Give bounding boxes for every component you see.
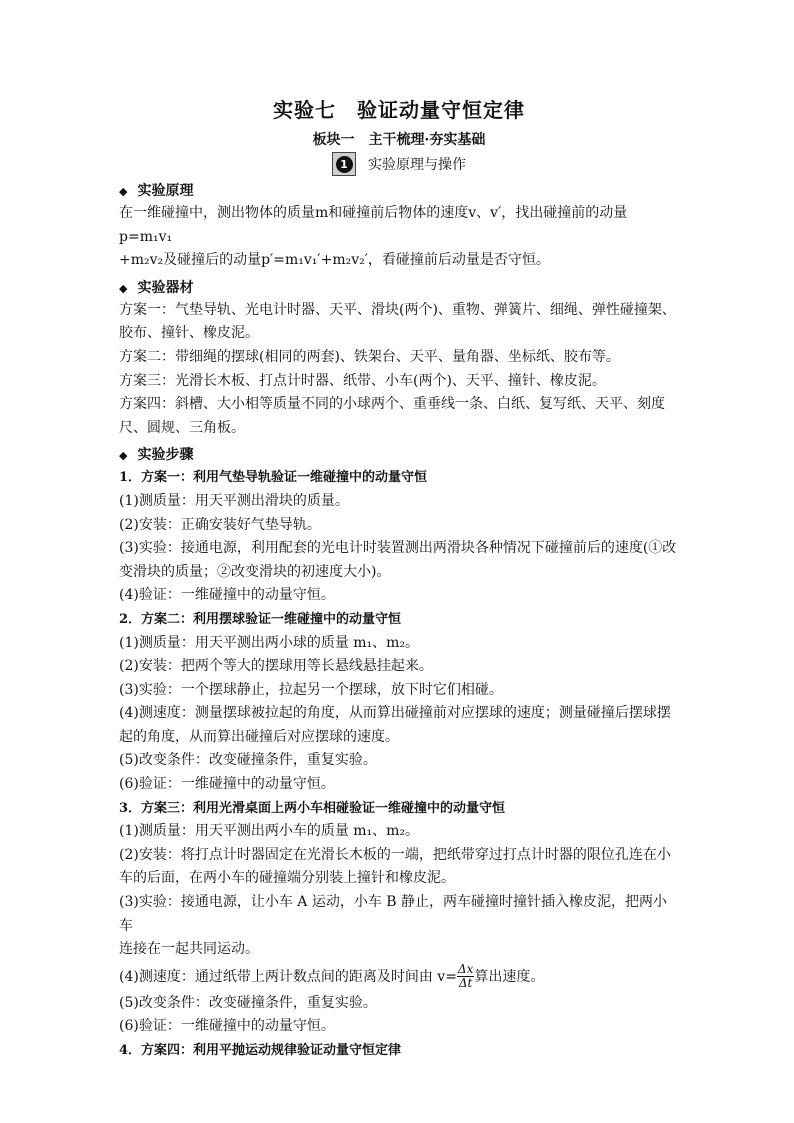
document-page — [119, 96, 679, 1063]
plan2-heading: 2．方案二：利用摆球验证一维碰撞中的动量守恒 — [119, 611, 402, 627]
plan3-step: 车的后面，在两小车的碰撞端分别装上撞针和橡皮泥。 — [119, 870, 455, 887]
plan1-heading: 1．方案一：利用气垫导轨验证一维碰撞中的动量守恒 — [119, 470, 428, 486]
plan3-step: (2)安装：将打点计时器固定在光滑长木板的一端，把纸带穿过打点计时器的限位孔连在小 — [119, 846, 671, 863]
equipment-line: 方案四：斜槽、大小相等质量不同的小球两个、重垂线一条、白纸、复写纸、天平、刻度 — [119, 396, 665, 413]
plan3-step: 连接在一起共同运动。 — [119, 941, 259, 958]
fraction-denominator: Δt — [458, 976, 473, 991]
plan2-step: (5)改变条件：改变碰撞条件，重复实验。 — [119, 752, 377, 769]
equipment-line: 方案一：气垫导轨、光电计时器、天平、滑块(两个)、重物、弹簧片、细绳、弹性碰撞架、 — [119, 301, 676, 318]
plan3-heading: 3．方案三：利用光滑桌面上两小车相碰验证一维碰撞中的动量守恒 — [119, 800, 506, 816]
plan4-heading: 4．方案四：利用平抛运动规律验证动量守恒定律 — [119, 1043, 402, 1058]
plan1-step: 变滑块的质量；②改变滑块的初速度大小)。 — [119, 563, 391, 580]
plan2-step: (6)验证：一维碰撞中的动量守恒。 — [119, 776, 335, 793]
plan2-step: (1)测质量：用天平测出两小球的质量 m₁、m₂。 — [119, 634, 420, 651]
section-label: 实验原理与操作 — [368, 157, 466, 173]
equipment-line: 尺、圆规、三角板。 — [119, 419, 245, 436]
plan2-step: (3)实验：一个摆球静止，拉起另一个摆球，放下时它们相碰。 — [119, 681, 503, 698]
steps-heading: ◆ 实验步骤 — [119, 447, 194, 464]
plan3-speed-step — [119, 962, 679, 992]
plan1-step: (4)验证：一维碰撞中的动量守恒。 — [119, 587, 335, 604]
diamond-bullet-icon: ◆ — [119, 185, 128, 198]
plan2-step: (2)安装：把两个等大的摆球用等长悬线悬挂起来。 — [119, 658, 433, 675]
section-header — [119, 152, 679, 176]
section-number-badge — [332, 152, 356, 176]
equipment-line: 方案二：带细绳的摆球(相同的两套)、铁架台、天平、量角器、坐标纸、胶布等。 — [119, 348, 620, 365]
equipment-line: 方案三：光滑长木板、打点计时器、纸带、小车(两个)、天平、撞针、橡皮泥。 — [119, 372, 606, 389]
plan2-step: 起的角度，从而算出碰撞后对应摆球的速度。 — [119, 728, 399, 745]
section-number-icon: 1 — [336, 156, 353, 173]
plan1-step: (3)实验：接通电源，利用配套的光电计时装置测出两滑块各种情况下碰撞前后的速度(①改 — [119, 540, 677, 557]
plan2-step: (4)测速度：测量摆球被拉起的角度，从而算出碰撞前对应摆球的速度；测量碰撞后摆球摆 — [119, 705, 671, 722]
principle-heading: ◆ 实验原理 — [119, 183, 194, 199]
fraction-numerator: Δx — [457, 962, 474, 977]
diamond-bullet-icon: ◆ — [119, 449, 128, 463]
plan3-step: (3)实验：接通电源，让小车 A 运动，小车 B 静止，两车碰撞时撞针插入橡皮泥，把两小车 — [119, 894, 668, 934]
equipment-line: 胶布、撞针、橡皮泥。 — [119, 325, 259, 342]
plan3-step: (6)验证：一维碰撞中的动量守恒。 — [119, 1018, 335, 1035]
plan1-step: (2)安装：正确安装好气垫导轨。 — [119, 516, 321, 533]
principle-line: +m₂v₂及碰撞后的动量p′=m₁v₁′+m₂v₂′，看碰撞前后动量是否守恒。 — [119, 252, 550, 269]
speed-step-text-end: 算出速度。 — [474, 968, 545, 985]
plan3-step: (5)改变条件：改变碰撞条件，重复实验。 — [119, 994, 377, 1011]
plan1-step: (1)测质量：用天平测出滑块的质量。 — [119, 492, 349, 509]
diamond-bullet-icon: ◆ — [119, 281, 128, 295]
equipment-heading: ◆ 实验器材 — [119, 279, 194, 296]
plan3-step: (1)测质量：用天平测出两小车的质量 m₁、m₂。 — [119, 823, 420, 840]
principle-line: 在一维碰撞中，测出物体的质量m和碰撞前后物体的速度v、v′，找出碰撞前的动量p=m₁v₁ — [119, 205, 628, 245]
page-title: 实验七 验证动量守恒定律 — [273, 98, 525, 122]
velocity-fraction — [457, 963, 474, 990]
page-subtitle: 板块一 主干梳理·夯实基础 — [312, 132, 486, 148]
speed-step-text: (4)测速度：通过纸带上两计数点间的距离及时间由 v= — [119, 968, 457, 985]
